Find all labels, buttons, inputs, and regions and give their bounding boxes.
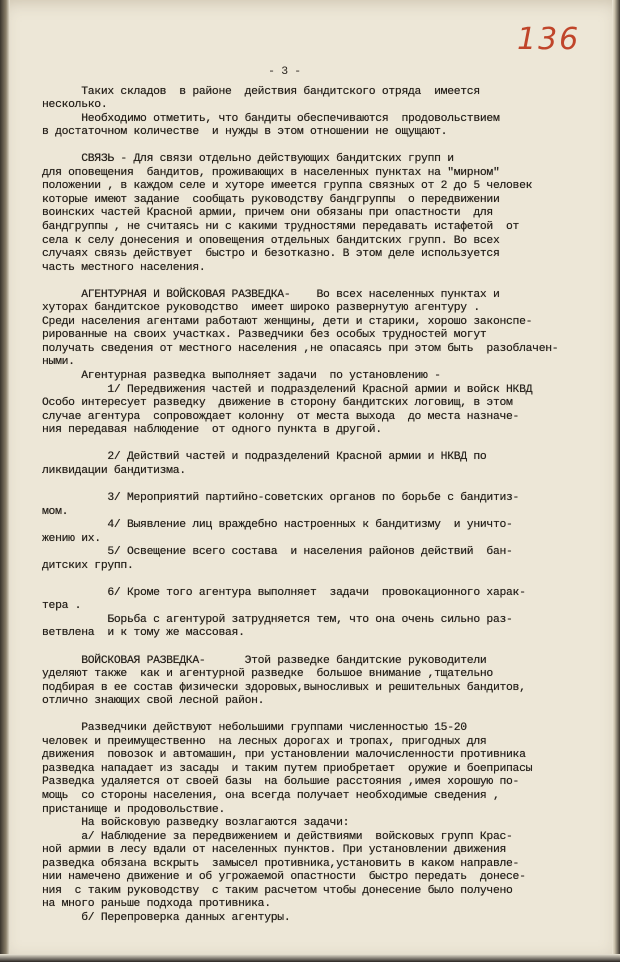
text-line: бандгруппы , не считаясь ни с какими трудностями передавать истафетой от (42, 221, 520, 234)
text-line (42, 140, 597, 154)
text-line: На войсковую разведку возлагаются задачи: (42, 817, 350, 830)
text-line: АГЕНТУРНАЯ И ВОЙСКОВАЯ РАЗВЕДКА- Во всех населенных пунктах и (42, 288, 500, 301)
text-line: тера . (42, 600, 82, 613)
text-line: ной армии в лесу вдали от населенных пунктов. При установлении движения (42, 844, 507, 857)
text-line: Необходимо отметить, что бандиты обеспечиваются продовольствием (42, 112, 500, 125)
text-line: 2/ Действий частей и подразделений Красной армии и НКВД по (42, 451, 487, 464)
text-line: б/ Перепроверка данных агентуры. (42, 911, 291, 924)
page-edge-left (0, 0, 10, 962)
text-line: уделяют также как и агентурной разведке большое внимание ,тщательно (42, 668, 493, 681)
text-line: движения повозок и автомашин, при установлении малочисленности противника (42, 749, 526, 762)
text-line: ликвидации бандитизма. (42, 464, 186, 477)
text-line: Таких складов в районе действия бандитского отряда имеется (42, 85, 480, 98)
text-line: Агентурная разведка выполняет задачи по установлению - (42, 370, 441, 383)
text-line: положении , в каждом селе и хуторе имеется группа связных от 2 до 5 человек (42, 180, 533, 193)
text-line: Борьба с агентурой затрудняется тем, что она очень сильно раз- (42, 613, 513, 626)
text-line: в достаточном количестве и нужды в этом отношении не ощущают. (42, 126, 448, 139)
text-line: Разведчики действуют небольшими группами численностью 15-20 (42, 722, 467, 735)
text-line: для оповещения бандитов, проживающих в населенных пунктах на "мирном" (42, 166, 500, 179)
text-line: отлично знающих свой лесной район. (42, 695, 265, 708)
text-line (42, 275, 597, 289)
text-line: а/ Наблюдение за передвижением и действиями войсковых групп Крас- (42, 830, 513, 843)
text-line: случаях связь действует быстро и безотказно. В этом деле используется (42, 248, 500, 261)
text-line: получать сведения от местного населения ,не опасаясь при этом быть разоблачен- (42, 342, 559, 355)
text-line: несколько. (42, 99, 108, 112)
text-line: подбирая в ее состав физически здоровых,выносливых и решительных бандитов, (42, 681, 526, 694)
text-line: 6/ Кроме того агентура выполняет задачи провокационного харак- (42, 586, 526, 599)
text-line: 3/ Мероприятий партийно-советских органов по борьбе с бандитиз- (42, 491, 520, 504)
text-lines (42, 86, 597, 926)
handwritten-folio-number: 136 (517, 22, 581, 57)
text-line (42, 709, 597, 723)
text-line: СВЯЗЬ - Для связи отдельно действующих бандитских групп и (42, 153, 454, 166)
text-line: разведка нападает из засады и таким путем приобретает оружие и боеприпасы (42, 762, 533, 775)
text-line: 1/ Передвижения частей и подразделений Красной армии и войск НКВД (42, 383, 533, 396)
text-line: пристанище и продовольствие. (42, 803, 225, 816)
text-line (42, 438, 597, 452)
text-line: 5/ Освещение всего состава и населения районов действий бан- (42, 546, 513, 559)
page-number: - 3 - (268, 66, 301, 78)
text-line: села к селу донесения и оповещения отдельных бандитских групп. Во всех (42, 234, 500, 247)
text-line: Разведка удаляется от своей базы на большие расстояния ,имея хорошую по- (42, 776, 520, 789)
text-line: ветвлена и к тому же массовая. (42, 627, 245, 640)
page-edge-bottom (0, 954, 620, 962)
text-line: которые имеют задание сообщать руководству бандгруппы о передвижении (42, 193, 500, 206)
text-line: на много раньше подхода противника. (42, 898, 271, 911)
text-line: 4/ Выявление лиц враждебно настроенных к бандитизму и уничто- (42, 519, 513, 532)
text-line: ния передавая наблюдение от одного пункта в другой. (42, 424, 382, 437)
text-line: Особо интересует разведку движение в сторону бандитских логовищ, в этом (42, 397, 513, 410)
text-line: человек и преимущественно на лесных дорогах и тропах, пригодных для (42, 735, 487, 748)
text-line (42, 641, 597, 655)
text-line: мощь со стороны населения, она всегда получает необходимые сведения , (42, 789, 500, 802)
text-line: ными. (42, 356, 75, 369)
text-line: ния с таким руководству с таким расчетом чтобы донесение было получено (42, 884, 513, 897)
text-line: хуторах бандитское руководство имеет широко развернутую агентуру . (42, 302, 480, 315)
text-line: воинских частей Красной армии, причем они обязаны при опастности для (42, 207, 493, 220)
text-line: часть местного населения. (42, 261, 206, 274)
text-line: дитских групп. (42, 559, 134, 572)
text-line: Среди населения агентами работают женщины, дети и старики, хорошо законспе- (42, 315, 533, 328)
text-line: нии намечено движение и об угрожаемой опастности быстро передать донесе- (42, 871, 526, 884)
text-line (42, 573, 597, 587)
text-line: мом. (42, 505, 69, 518)
text-line (42, 478, 597, 492)
typewritten-text (42, 66, 597, 925)
page-edge-right (612, 0, 620, 962)
text-line: случае агентура сопровождает колонну от места выхода до места назначе- (42, 410, 520, 423)
text-line: разведка обязана вскрыть замысел противника,установить в каком направле- (42, 857, 520, 870)
text-line: ВОЙСКОВАЯ РАЗВЕДКА- Этой разведке бандитские руководители (42, 654, 487, 667)
text-line: жению их. (42, 532, 101, 545)
text-line: рированные на своих участках. Разведчики без особых трудностей могут (42, 329, 487, 342)
